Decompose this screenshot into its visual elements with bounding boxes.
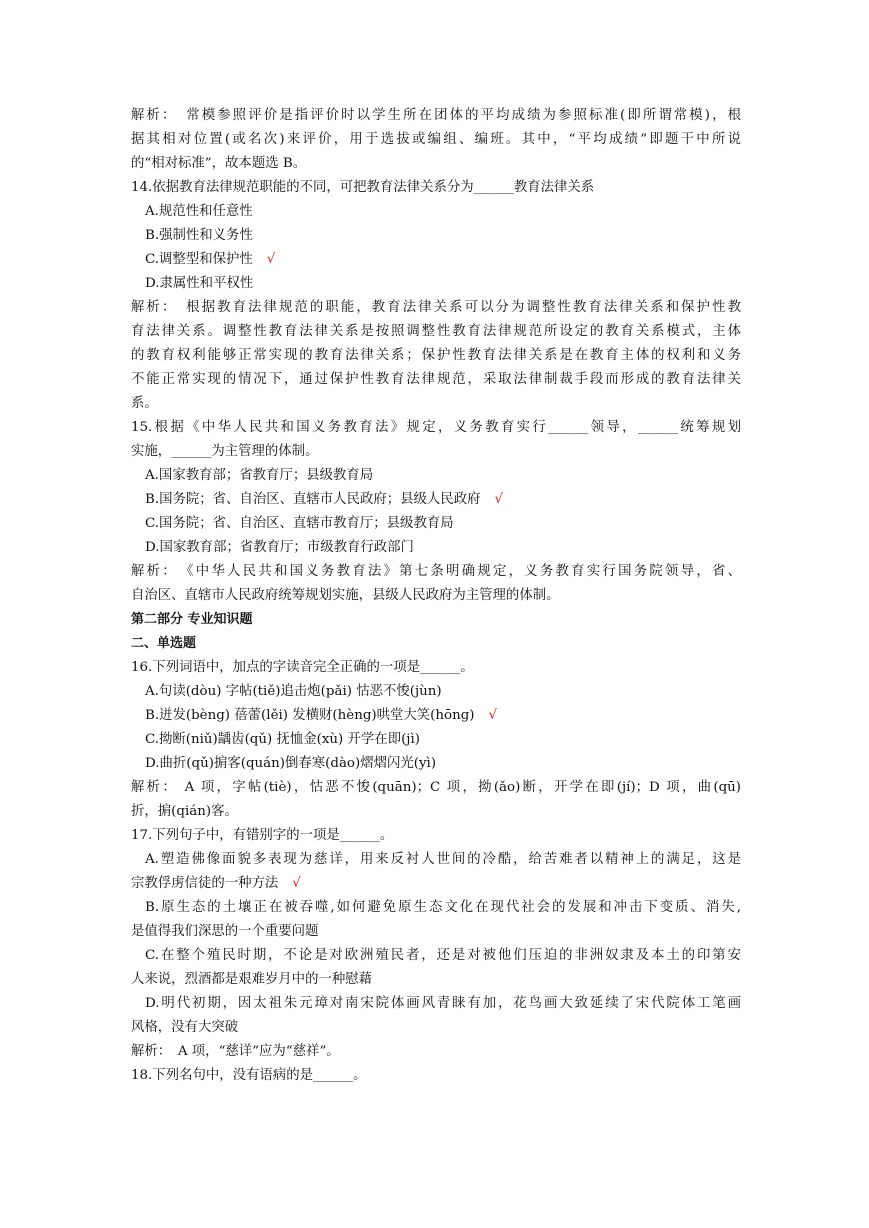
analysis-16-line-1: 解析： A 项，字帖(tiè)，怙恶不悛(quān)；C 项，拗(ǎo)断，开学在即(jí)；D 项，曲(qū): [131, 780, 741, 795]
correct-check-mark: √: [266, 252, 276, 267]
question-15-option-a: A.国家教育部；省教育厅；县级教育局: [145, 468, 374, 483]
question-14-option-b: B.强制性和义务性: [145, 228, 253, 243]
analysis-13-line-3: 的“相对标准”，故本题选 B。: [131, 156, 307, 171]
option-text: 宗教俘虏信徒的一种方法: [131, 876, 279, 891]
question-14-option-a: A.规范性和任意性: [145, 204, 253, 219]
question-18: 18.下列名句中，没有语病的是______。: [131, 1068, 367, 1083]
analysis-14-line-2: 育法律关系。调整性教育法律关系是按照调整性教育法律规范所设定的教育关系模式，主体: [131, 324, 741, 339]
question-17-option-d-line-2: 风格，没有大突破: [131, 1020, 239, 1035]
question-16-option-c: C.拗断(niǔ)龋齿(qǔ) 抚恤金(xù) 开学在即(jì): [145, 732, 420, 747]
question-17: 17.下列句子中，有错别字的一项是______。: [131, 828, 394, 843]
question-14-option-c: [131, 248, 741, 272]
analysis-14-line-5: 系。: [131, 396, 158, 411]
question-14: 14.依据教育法律规范职能的不同，可把教育法律关系分为______教育法律关系: [131, 180, 595, 195]
analysis-13-line-2: 据其相对位置(或名次)来评价，用于选拔或编组、编班。其中，“平均成绩”即题干中所说: [131, 132, 741, 147]
correct-check-mark: √: [494, 492, 504, 507]
analysis-15-line-2: 自治区、直辖市人民政府统筹规划实施，县级人民政府为主管理的体制。: [131, 588, 560, 603]
option-text: B.国务院；省、自治区、直辖市人民政府；县级人民政府: [145, 492, 481, 507]
analysis-16-line-2: 折，掮(qián)客。: [131, 804, 238, 819]
option-text: B.迸发(bèng) 蓓蕾(lěi) 发横财(hèng)哄堂大笑(hōng): [145, 708, 475, 723]
analysis-14-line-1: 解析： 根据教育法律规范的职能，教育法律关系可以分为调整性教育法律关系和保护性教: [131, 300, 741, 315]
question-17-option-c-line-2: 人来说，烈酒都是艰难岁月中的一种慰藉: [131, 972, 373, 987]
question-16-option-d: D.曲折(qǔ)掮客(quán)倒春寒(dào)熠熠闪光(yì): [145, 756, 437, 771]
part-heading: 第二部分 专业知识题: [131, 612, 253, 627]
option-text: C.调整型和保护性: [145, 252, 253, 267]
question-17-option-c-line-1: C.在整个殖民时期，不论是对欧洲殖民者，还是对被他们压迫的非洲奴隶及本土的印第安: [145, 948, 741, 963]
question-15-option-d: D.国家教育部；省教育厅；市级教育行政部门: [145, 540, 414, 555]
question-15-line-1: 15.根据《中华人民共和国义务教育法》规定，义务教育实行______领导，______统筹规划: [131, 420, 741, 435]
analysis-17: 解析： A 项，“慈详”应为“慈祥”。: [131, 1044, 340, 1059]
question-17-option-b-line-1: B.原生态的土壤正在被吞噬,如何避免原生态文化在现代社会的发展和冲击下变质、消失,: [145, 900, 741, 915]
question-15-option-b: [131, 488, 741, 512]
section-heading: 二、单选题: [131, 636, 197, 651]
question-15-option-c: C.国务院；省、自治区、直辖市教育厅；县级教育局: [145, 516, 454, 531]
correct-check-mark: √: [292, 876, 301, 891]
question-17-option-a-line-1: A.塑造佛像面貌多表现为慈详，用来反衬人世间的冷酷，给苦难者以精神上的满足，这是: [145, 852, 741, 867]
question-14-option-d: D.隶属性和平权性: [145, 276, 254, 291]
analysis-14-line-4: 不能正常实现的情况下，通过保护性教育法律规范，采取法律制裁手段而形成的教育法律关: [131, 372, 741, 387]
analysis-14-line-3: 的教育权利能够正常实现的教育法律关系；保护性教育法律关系是在教育主体的权利和义务: [131, 348, 741, 363]
analysis-15-line-1: 解析： 《中华人民共和国义务教育法》第七条明确规定，义务教育实行国务院领导，省、: [131, 564, 741, 579]
analysis-13-line-1: 解析： 常模参照评价是指评价时以学生所在团体的平均成绩为参照标准(即所谓常模)，根: [131, 108, 741, 123]
question-15-line-2: 实施，______为主管理的体制。: [131, 444, 319, 459]
question-17-option-b-line-2: 是值得我们深思的一个重要问题: [131, 924, 319, 939]
question-16-option-a: A.句读(dòu) 字帖(tiě)追击炮(pǎi) 怙恶不悛(jùn): [145, 684, 442, 699]
question-17-option-d-line-1: D.明代初期，因太祖朱元璋对南宋院体画风青睐有加，花鸟画大致延续了宋代院体工笔画: [145, 996, 741, 1011]
question-16: 16.下列词语中，加点的字读音完全正确的一项是______。: [131, 660, 474, 675]
document-page: [131, 104, 741, 1088]
question-16-option-b: [131, 704, 741, 728]
correct-check-mark: √: [488, 708, 498, 723]
question-17-option-a-line-2: [131, 872, 741, 896]
